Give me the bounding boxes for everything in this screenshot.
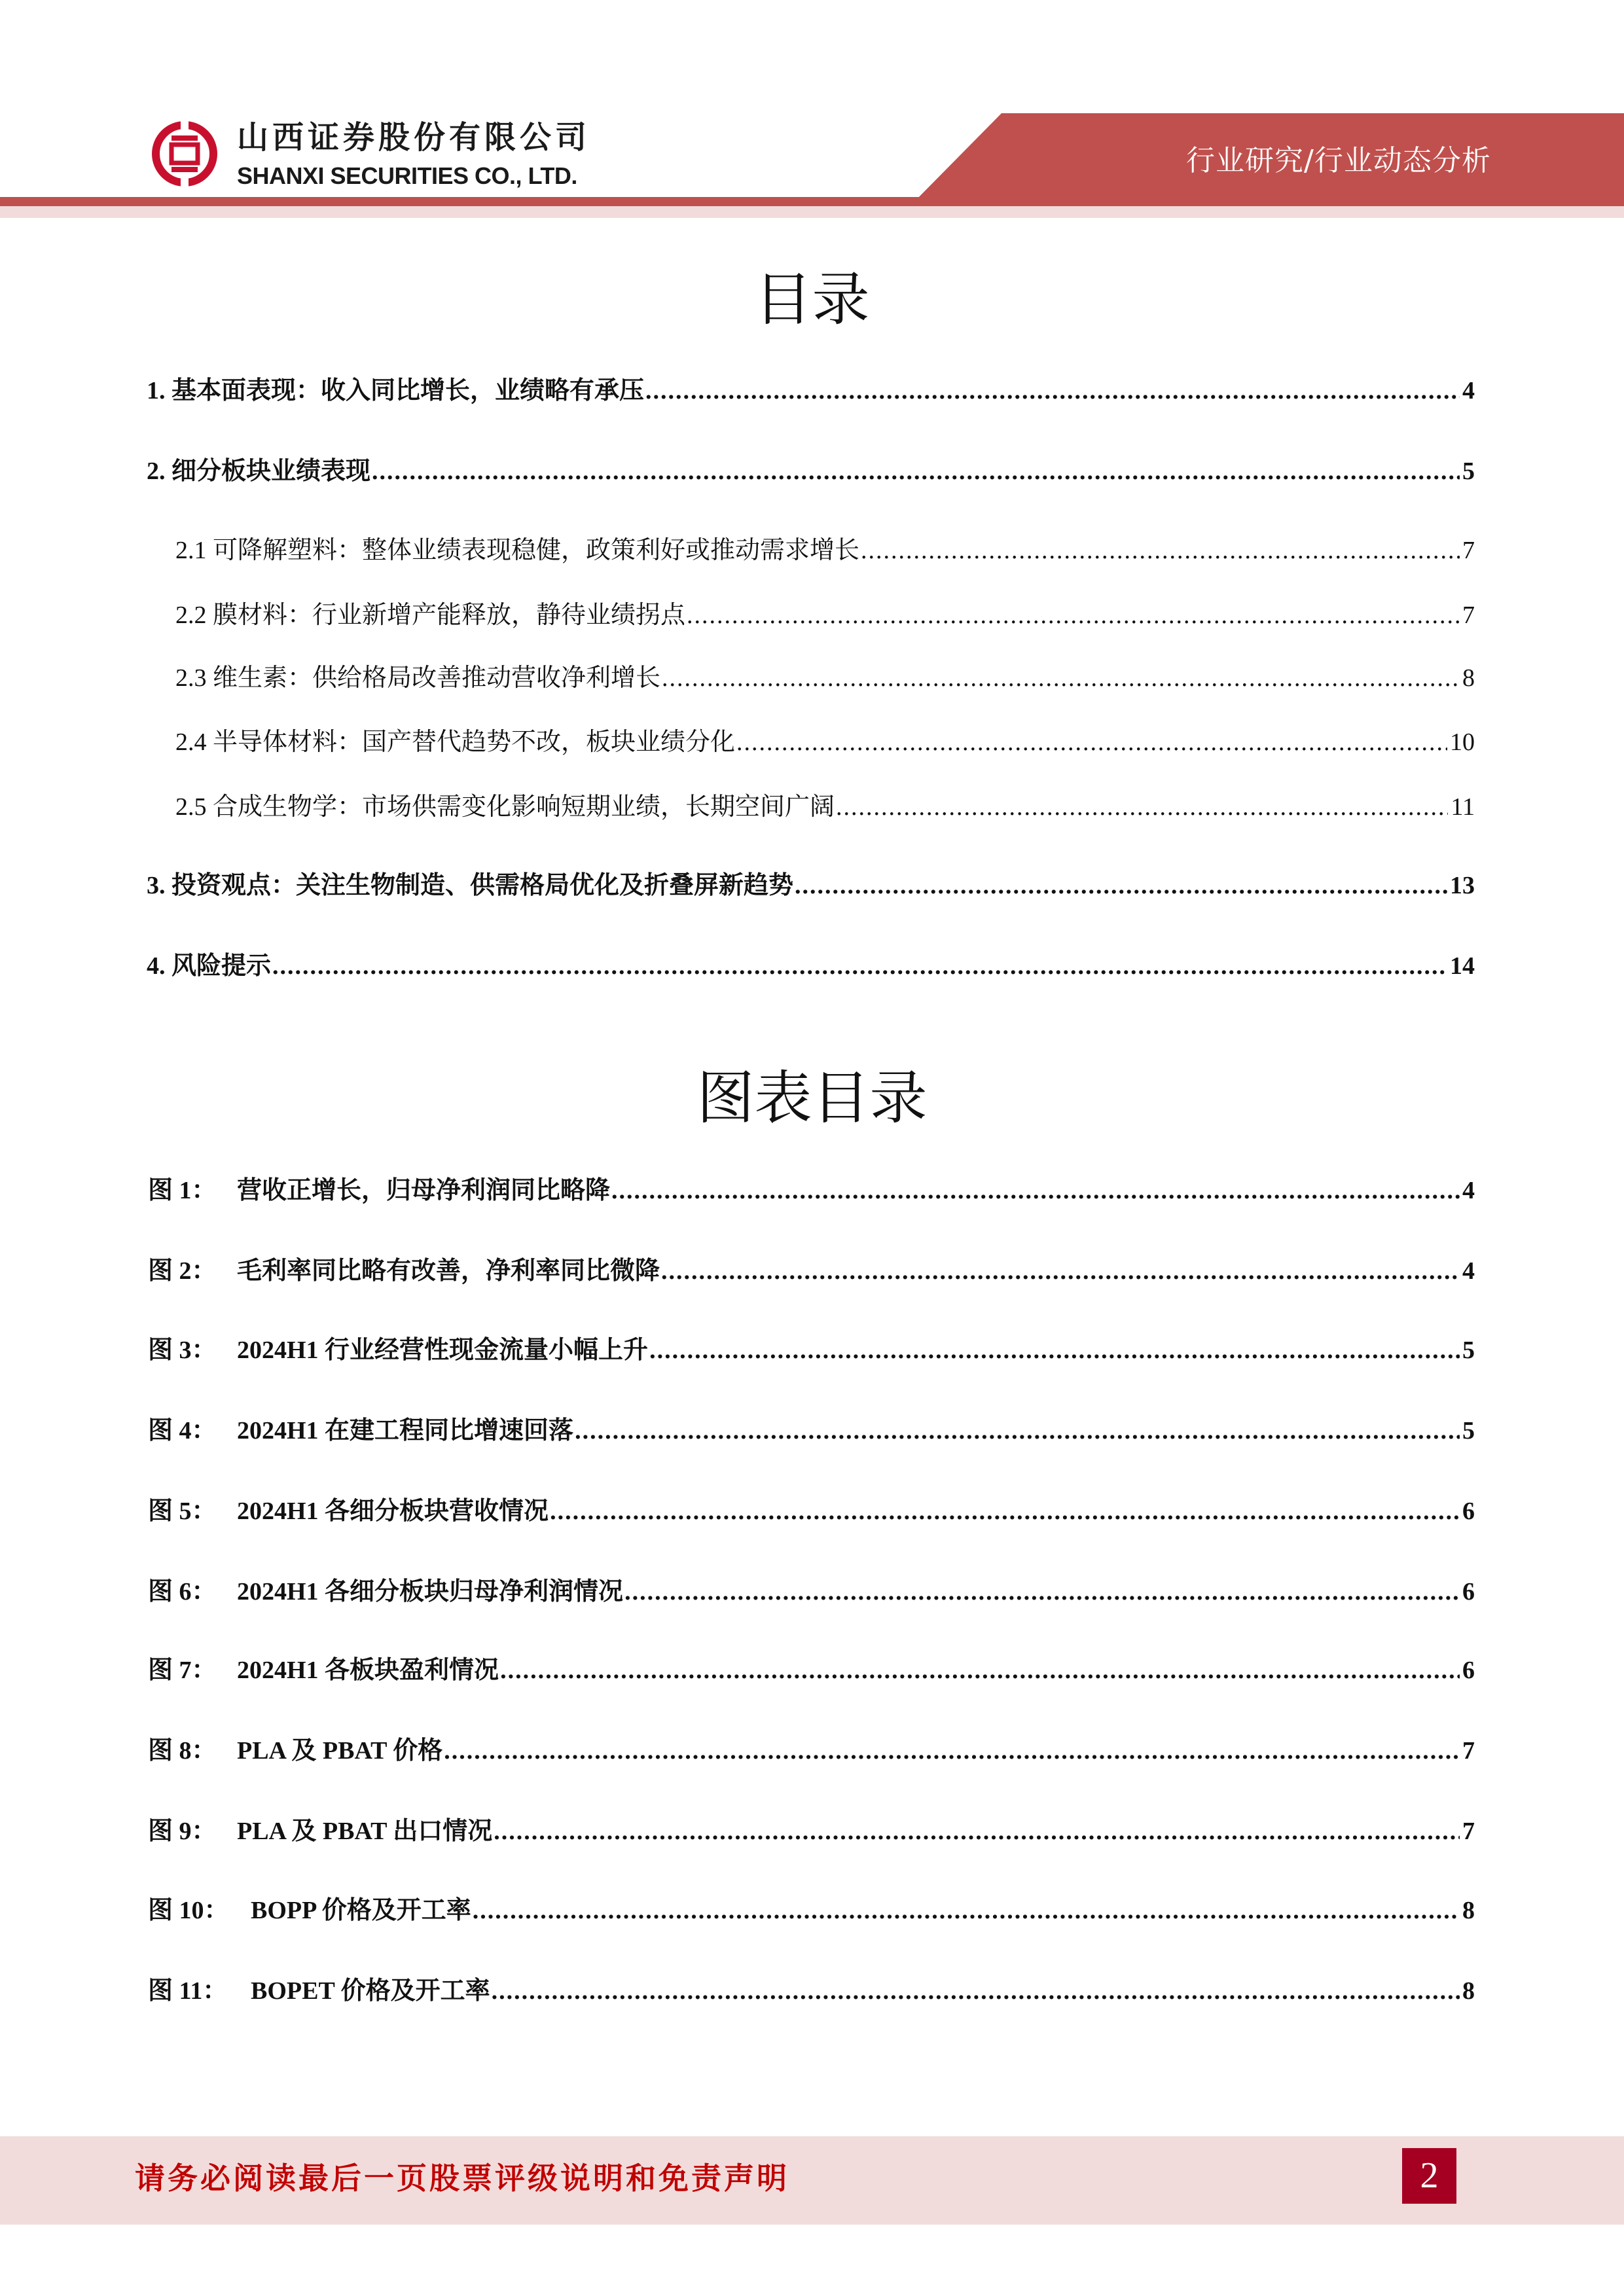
toc-entry[interactable] <box>147 455 1475 488</box>
toc-entry-page: 14 <box>1450 952 1475 980</box>
toc-entry-page: 7 <box>1462 537 1475 564</box>
figure-number: 图 2： <box>148 1257 217 1285</box>
figure-entry-page: 5 <box>1462 1417 1475 1444</box>
figure-entry-page: 6 <box>1462 1578 1475 1605</box>
toc-entry[interactable] <box>175 726 1475 759</box>
toc-entry[interactable] <box>175 791 1475 823</box>
figure-entry[interactable] <box>148 1654 1475 1687</box>
figure-entry-page: 8 <box>1462 1977 1475 2005</box>
figure-entry-label: 2024H1 行业经营性现金流量小幅上升 <box>237 1336 649 1364</box>
dot-leader <box>836 791 1448 823</box>
figure-number: 图 8： <box>148 1737 217 1765</box>
figure-entry-page: 4 <box>1462 1177 1475 1204</box>
figures-toc-title: 图表目录 <box>696 1064 928 1132</box>
figure-number: 图 7： <box>148 1657 217 1684</box>
figure-number: 图 1： <box>148 1177 217 1204</box>
figure-number: 图 10： <box>148 1897 229 1924</box>
dot-leader <box>795 869 1447 902</box>
figure-entry-label: 2024H1 各板块盈利情况 <box>237 1657 499 1684</box>
figure-entry[interactable] <box>148 1894 1475 1927</box>
figure-entry[interactable] <box>148 1575 1475 1608</box>
dot-leader <box>473 1894 1460 1927</box>
dot-leader <box>687 599 1460 632</box>
toc-entry-label: 4. 风险提示 <box>147 952 272 980</box>
toc-entry-page: 5 <box>1462 457 1475 485</box>
header-divider <box>0 197 1624 206</box>
toc-entry[interactable] <box>147 869 1475 902</box>
toc-entry[interactable] <box>175 662 1475 694</box>
figure-entry-page: 6 <box>1462 1498 1475 1525</box>
toc-entry-page: 8 <box>1462 664 1475 692</box>
header-divider-light <box>0 206 1624 218</box>
figure-entry-label: 2024H1 各细分板块营收情况 <box>237 1498 549 1525</box>
toc-entry[interactable] <box>147 950 1475 982</box>
dot-leader <box>661 1255 1460 1287</box>
toc-entry[interactable] <box>147 374 1475 407</box>
figure-entry[interactable] <box>148 1734 1475 1767</box>
dot-leader <box>372 455 1460 488</box>
dot-leader <box>550 1495 1460 1528</box>
figure-entry-label: 2024H1 在建工程同比增速回落 <box>237 1417 574 1444</box>
figure-number: 图 6： <box>148 1578 217 1605</box>
figure-number: 图 9： <box>148 1818 217 1845</box>
dot-leader <box>645 374 1460 407</box>
toc-entry-page: 11 <box>1451 793 1475 821</box>
dot-leader <box>649 1334 1460 1367</box>
toc-entry-page: 10 <box>1450 728 1475 756</box>
toc-entry[interactable] <box>175 599 1475 632</box>
dot-leader <box>272 950 1447 982</box>
toc-entry-page: 4 <box>1462 377 1475 404</box>
figure-number: 图 11： <box>148 1977 228 2005</box>
dot-leader <box>624 1575 1460 1608</box>
figure-entry[interactable] <box>148 1414 1475 1447</box>
toc-entry-page: 7 <box>1462 601 1475 629</box>
toc-entry-label: 3. 投资观点：关注生物制造、供需格局优化及折叠屏新趋势 <box>147 872 794 899</box>
toc-entry[interactable] <box>175 534 1475 567</box>
figure-entry-label: 2024H1 各细分板块归母净利润情况 <box>237 1578 624 1605</box>
dot-leader <box>492 1975 1460 2007</box>
toc-entry-label: 2.4 半导体材料：国产替代趋势不改，板块业绩分化 <box>175 728 736 756</box>
company-name-cn: 山西证券股份有限公司 <box>237 120 591 155</box>
dot-leader <box>736 726 1447 759</box>
toc-entry-label: 2.1 可降解塑料：整体业绩表现稳健，政策利好或推动需求增长 <box>175 537 860 564</box>
report-category: 行业研究/行业动态分析 <box>1186 144 1491 177</box>
figure-entry-page: 5 <box>1462 1336 1475 1364</box>
figure-entry-label: 营收正增长，归母净利润同比略降 <box>237 1177 611 1204</box>
figure-entry-label: PLA 及 PBAT 价格 <box>237 1737 443 1765</box>
figure-entry-page: 8 <box>1462 1897 1475 1924</box>
figure-number: 图 4： <box>148 1417 217 1444</box>
figure-entry-page: 7 <box>1462 1737 1475 1765</box>
figure-entry-label: BOPP 价格及开工率 <box>251 1897 471 1924</box>
dot-leader <box>575 1414 1460 1447</box>
dot-leader <box>662 662 1460 694</box>
figure-entry-label: PLA 及 PBAT 出口情况 <box>237 1818 493 1845</box>
figure-entry-label: BOPET 价格及开工率 <box>251 1977 490 2005</box>
toc-entry-page: 13 <box>1450 872 1475 899</box>
toc-entry-label: 1. 基本面表现：收入同比增长，业绩略有承压 <box>147 377 645 404</box>
figure-entry[interactable] <box>148 1174 1475 1207</box>
dot-leader <box>861 534 1460 567</box>
company-logo <box>152 120 610 190</box>
figure-entry-page: 7 <box>1462 1818 1475 1845</box>
dot-leader <box>444 1734 1460 1767</box>
figure-entry[interactable] <box>148 1495 1475 1528</box>
toc-entry-label: 2.3 维生素：供给格局改善推动营收净利增长 <box>175 664 661 692</box>
dot-leader <box>500 1654 1460 1687</box>
page-number: 2 <box>1402 2148 1456 2204</box>
dot-leader <box>611 1174 1460 1207</box>
toc-entry-label: 2.5 合成生物学：市场供需变化影响短期业绩，长期空间广阔 <box>175 793 835 821</box>
disclaimer-notice: 请务必阅读最后一页股票评级说明和免责声明 <box>135 2161 789 2196</box>
toc-entry-label: 2. 细分板块业绩表现 <box>147 457 371 485</box>
dot-leader <box>494 1815 1460 1848</box>
toc-title: 目录 <box>754 266 870 333</box>
company-name-en: SHANXI SECURITIES CO., LTD. <box>237 162 577 189</box>
figure-entry[interactable] <box>148 1975 1475 2007</box>
figure-entry-page: 6 <box>1462 1657 1475 1684</box>
figure-entry[interactable] <box>148 1255 1475 1287</box>
figure-entry-page: 4 <box>1462 1257 1475 1285</box>
figure-number: 图 5： <box>148 1498 217 1525</box>
figure-entry-label: 毛利率同比略有改善，净利率同比微降 <box>237 1257 660 1285</box>
logo-mark-icon <box>152 120 217 188</box>
toc-entry-label: 2.2 膜材料：行业新增产能释放，静待业绩拐点 <box>175 601 686 629</box>
figure-entry[interactable] <box>148 1334 1475 1367</box>
figure-number: 图 3： <box>148 1336 217 1364</box>
figure-entry[interactable] <box>148 1815 1475 1848</box>
